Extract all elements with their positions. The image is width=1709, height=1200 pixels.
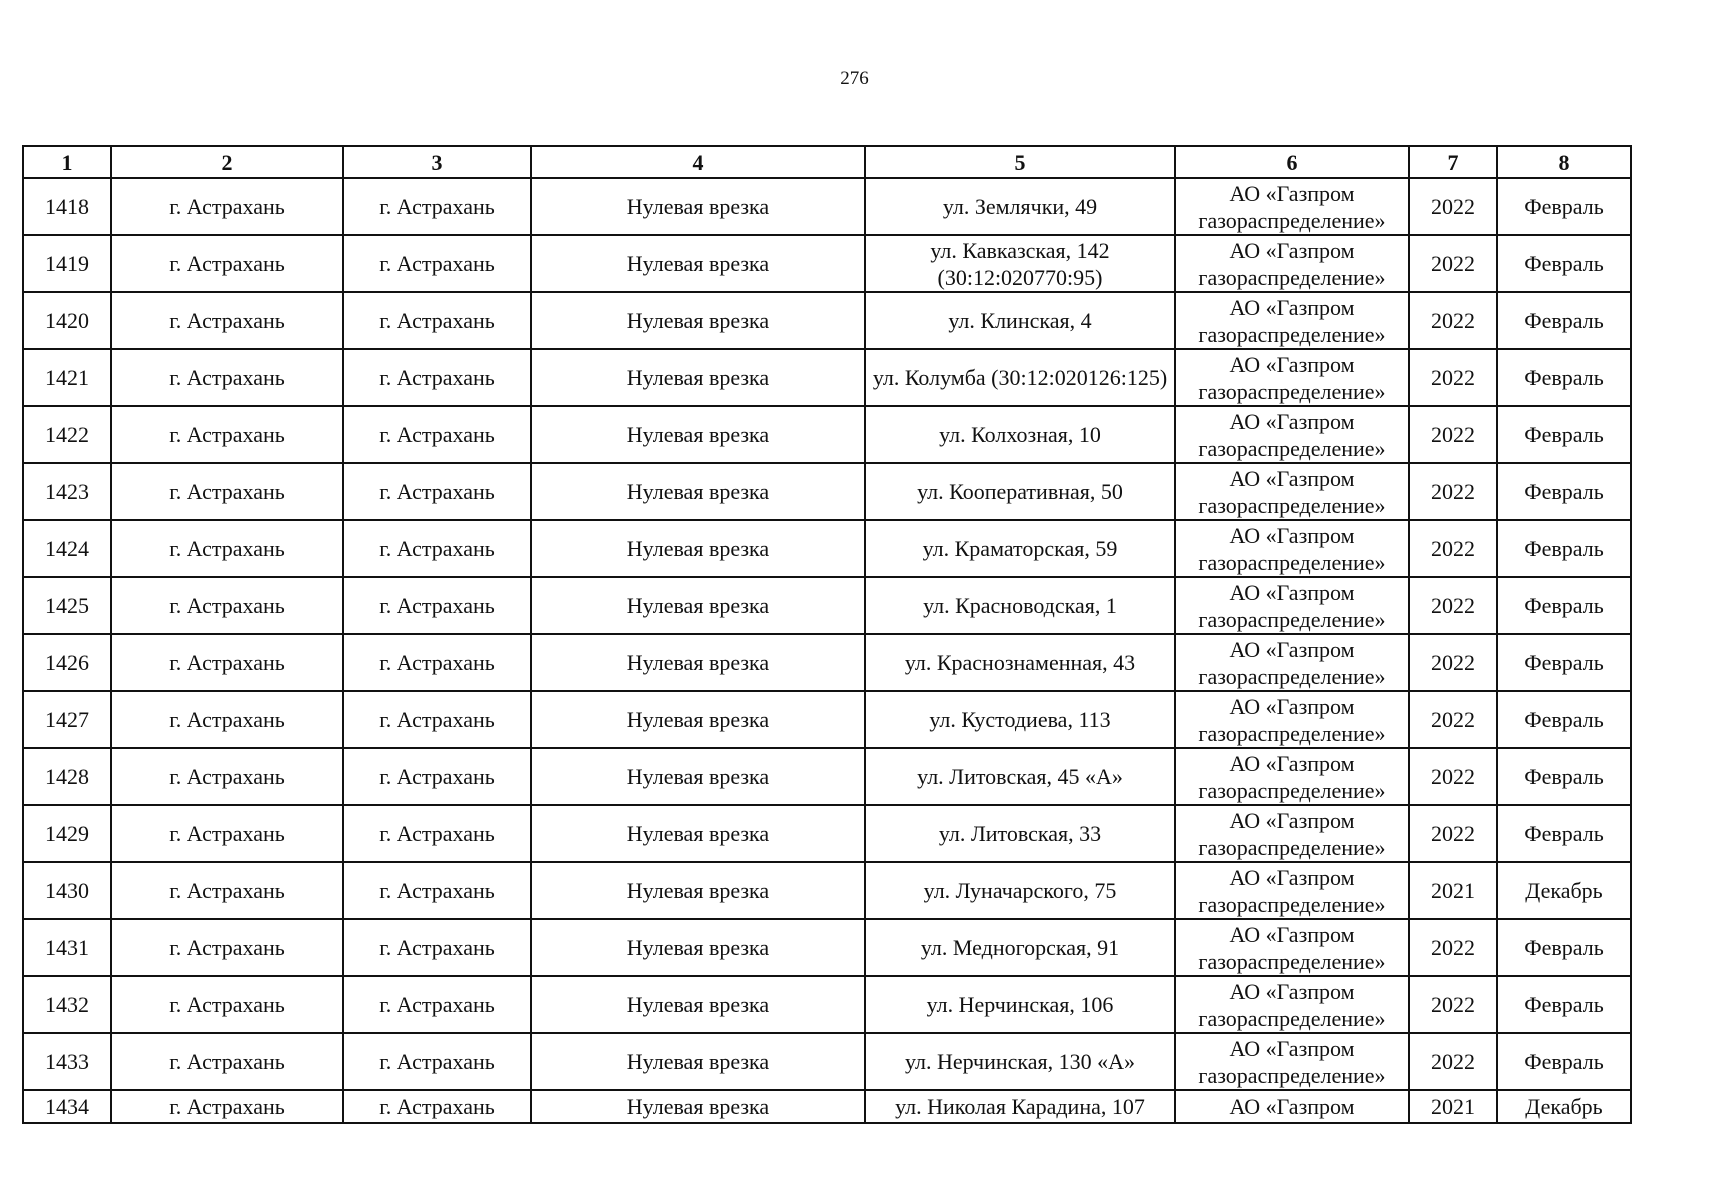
cell-year: 2022 [1409, 691, 1497, 748]
cell-row-number: 1423 [23, 463, 111, 520]
organization-line-1: АО «Газпром [1229, 1094, 1355, 1119]
cell-address: ул. Литовская, 33 [865, 805, 1175, 862]
cell-year: 2022 [1409, 1033, 1497, 1090]
cell-settlement: г. Астрахань [343, 463, 531, 520]
cell-row-number: 1419 [23, 235, 111, 292]
register-table [22, 145, 1632, 1124]
cell-year: 2022 [1409, 292, 1497, 349]
cell-settlement: г. Астрахань [343, 691, 531, 748]
cell-organization [1175, 577, 1409, 634]
table-body [23, 178, 1631, 1123]
cell-month: Февраль [1497, 235, 1631, 292]
cell-month: Февраль [1497, 805, 1631, 862]
cell-organization [1175, 406, 1409, 463]
cell-row-number: 1431 [23, 919, 111, 976]
cell-row-number: 1424 [23, 520, 111, 577]
organization-line-2: газораспределение» [1198, 777, 1386, 803]
table-row [23, 748, 1631, 805]
cell-month: Февраль [1497, 748, 1631, 805]
table-row [23, 805, 1631, 862]
cell-month: Февраль [1497, 1033, 1631, 1090]
cell-work-type: Нулевая врезка [531, 577, 865, 634]
organization-line-2: газораспределение» [1198, 1005, 1386, 1031]
cell-organization [1175, 805, 1409, 862]
organization-line-2: газораспределение» [1198, 834, 1386, 860]
cell-address: ул. Клинская, 4 [865, 292, 1175, 349]
cell-year: 2022 [1409, 406, 1497, 463]
cell-year: 2022 [1409, 919, 1497, 976]
cell-address: ул. Литовская, 45 «А» [865, 748, 1175, 805]
cell-year: 2021 [1409, 862, 1497, 919]
cell-organization [1175, 1090, 1409, 1123]
cell-address: ул. Медногорская, 91 [865, 919, 1175, 976]
organization-line-2: газораспределение» [1198, 435, 1386, 461]
cell-settlement: г. Астрахань [343, 1090, 531, 1123]
cell-municipality: г. Астрахань [111, 1090, 343, 1123]
cell-settlement: г. Астрахань [343, 634, 531, 691]
table-row [23, 1033, 1631, 1090]
cell-municipality: г. Астрахань [111, 520, 343, 577]
table-row [23, 235, 1631, 292]
table-row [23, 406, 1631, 463]
cell-row-number: 1420 [23, 292, 111, 349]
organization-line-2: газораспределение» [1198, 378, 1386, 404]
organization-line-2: газораспределение» [1198, 948, 1386, 974]
cell-settlement: г. Астрахань [343, 292, 531, 349]
cell-municipality: г. Астрахань [111, 976, 343, 1033]
column-header: 7 [1409, 146, 1497, 178]
cell-work-type: Нулевая врезка [531, 520, 865, 577]
cell-municipality: г. Астрахань [111, 748, 343, 805]
cell-municipality: г. Астрахань [111, 1033, 343, 1090]
cell-organization [1175, 976, 1409, 1033]
organization-line-2: газораспределение» [1198, 264, 1386, 290]
cell-row-number: 1428 [23, 748, 111, 805]
cell-municipality: г. Астрахань [111, 463, 343, 520]
cell-year: 2022 [1409, 235, 1497, 292]
cell-year: 2022 [1409, 634, 1497, 691]
cell-work-type: Нулевая врезка [531, 1090, 865, 1123]
cell-settlement: г. Астрахань [343, 1033, 531, 1090]
cell-settlement: г. Астрахань [343, 406, 531, 463]
organization-line-1: АО «Газпром [1229, 921, 1355, 947]
cell-municipality: г. Астрахань [111, 406, 343, 463]
cell-month: Февраль [1497, 634, 1631, 691]
cell-organization [1175, 748, 1409, 805]
cell-municipality: г. Астрахань [111, 577, 343, 634]
cell-settlement: г. Астрахань [343, 577, 531, 634]
cell-municipality: г. Астрахань [111, 634, 343, 691]
cell-row-number: 1429 [23, 805, 111, 862]
cell-row-number: 1432 [23, 976, 111, 1033]
cell-row-number: 1421 [23, 349, 111, 406]
cell-work-type: Нулевая врезка [531, 1033, 865, 1090]
cell-municipality: г. Астрахань [111, 292, 343, 349]
organization-line-2: газораспределение» [1198, 606, 1386, 632]
cell-organization [1175, 349, 1409, 406]
cell-month: Февраль [1497, 520, 1631, 577]
organization-line-1: АО «Газпром [1229, 807, 1355, 833]
cell-address: ул. Кустодиева, 113 [865, 691, 1175, 748]
table-row [23, 919, 1631, 976]
organization-line-1: АО «Газпром [1229, 978, 1355, 1004]
cell-year: 2022 [1409, 577, 1497, 634]
cell-month: Декабрь [1497, 862, 1631, 919]
cell-year: 2022 [1409, 520, 1497, 577]
cell-address: ул. Красноводская, 1 [865, 577, 1175, 634]
cell-month: Февраль [1497, 463, 1631, 520]
cell-year: 2022 [1409, 976, 1497, 1033]
organization-line-2: газораспределение» [1198, 492, 1386, 518]
organization-line-1: АО «Газпром [1229, 465, 1355, 491]
cell-address: ул. Колхозная, 10 [865, 406, 1175, 463]
cell-row-number: 1426 [23, 634, 111, 691]
cell-settlement: г. Астрахань [343, 805, 531, 862]
table-row [23, 520, 1631, 577]
cell-work-type: Нулевая врезка [531, 235, 865, 292]
cell-organization [1175, 691, 1409, 748]
cell-address: ул. Колумба (30:12:020126:125) [865, 349, 1175, 406]
table-row [23, 862, 1631, 919]
cell-address: ул. Краснознаменная, 43 [865, 634, 1175, 691]
cell-year: 2022 [1409, 178, 1497, 235]
cell-address: ул. Кооперативная, 50 [865, 463, 1175, 520]
cell-settlement: г. Астрахань [343, 178, 531, 235]
table-row [23, 349, 1631, 406]
organization-line-1: АО «Газпром [1229, 294, 1355, 320]
organization-line-2: газораспределение» [1198, 663, 1386, 689]
organization-line-1: АО «Газпром [1229, 237, 1355, 263]
organization-line-1: АО «Газпром [1229, 180, 1355, 206]
cell-settlement: г. Астрахань [343, 235, 531, 292]
cell-work-type: Нулевая врезка [531, 805, 865, 862]
cell-settlement: г. Астрахань [343, 862, 531, 919]
cell-address: ул. Землячки, 49 [865, 178, 1175, 235]
cell-organization [1175, 463, 1409, 520]
cell-work-type: Нулевая врезка [531, 406, 865, 463]
table-row [23, 577, 1631, 634]
table-row [23, 292, 1631, 349]
cell-organization [1175, 862, 1409, 919]
cell-municipality: г. Астрахань [111, 235, 343, 292]
organization-line-2: газораспределение» [1198, 207, 1386, 233]
cell-work-type: Нулевая врезка [531, 463, 865, 520]
organization-line-2: газораспределение» [1198, 549, 1386, 575]
cell-month: Февраль [1497, 292, 1631, 349]
cell-month: Декабрь [1497, 1090, 1631, 1123]
cell-municipality: г. Астрахань [111, 178, 343, 235]
table-row [23, 691, 1631, 748]
cell-work-type: Нулевая врезка [531, 862, 865, 919]
cell-work-type: Нулевая врезка [531, 292, 865, 349]
cell-address: ул. Краматорская, 59 [865, 520, 1175, 577]
cell-work-type: Нулевая врезка [531, 976, 865, 1033]
organization-line-1: АО «Газпром [1229, 351, 1355, 377]
organization-line-1: АО «Газпром [1229, 408, 1355, 434]
cell-month: Февраль [1497, 178, 1631, 235]
cell-municipality: г. Астрахань [111, 805, 343, 862]
cell-month: Февраль [1497, 691, 1631, 748]
header-row [23, 146, 1631, 178]
cell-municipality: г. Астрахань [111, 349, 343, 406]
cell-month: Февраль [1497, 577, 1631, 634]
cell-row-number: 1418 [23, 178, 111, 235]
cell-work-type: Нулевая врезка [531, 748, 865, 805]
organization-line-1: АО «Газпром [1229, 693, 1355, 719]
organization-line-2: газораспределение» [1198, 1062, 1386, 1088]
column-header: 5 [865, 146, 1175, 178]
cell-month: Февраль [1497, 976, 1631, 1033]
cell-municipality: г. Астрахань [111, 691, 343, 748]
cell-organization [1175, 1033, 1409, 1090]
cell-work-type: Нулевая врезка [531, 919, 865, 976]
cell-work-type: Нулевая врезка [531, 634, 865, 691]
cell-settlement: г. Астрахань [343, 349, 531, 406]
cell-row-number: 1430 [23, 862, 111, 919]
cell-organization [1175, 178, 1409, 235]
cell-address: ул. Нерчинская, 130 «А» [865, 1033, 1175, 1090]
cell-month: Февраль [1497, 349, 1631, 406]
cell-year: 2022 [1409, 463, 1497, 520]
cell-year: 2022 [1409, 349, 1497, 406]
cell-address: ул. Кавказская, 142 (30:12:020770:95) [865, 235, 1175, 292]
cell-address: ул. Николая Карадина, 107 [865, 1090, 1175, 1123]
cell-organization [1175, 292, 1409, 349]
organization-line-1: АО «Газпром [1229, 1035, 1355, 1061]
page-number: 276 [840, 68, 869, 89]
table-row [23, 976, 1631, 1033]
cell-settlement: г. Астрахань [343, 748, 531, 805]
cell-organization [1175, 634, 1409, 691]
column-header: 1 [23, 146, 111, 178]
organization-line-1: АО «Газпром [1229, 522, 1355, 548]
cell-municipality: г. Астрахань [111, 862, 343, 919]
organization-line-2: газораспределение» [1198, 720, 1386, 746]
organization-line-1: АО «Газпром [1229, 579, 1355, 605]
column-header: 6 [1175, 146, 1409, 178]
organization-line-1: АО «Газпром [1229, 636, 1355, 662]
column-header: 3 [343, 146, 531, 178]
cell-organization [1175, 520, 1409, 577]
table-row [23, 1090, 1631, 1123]
cell-row-number: 1422 [23, 406, 111, 463]
cell-settlement: г. Астрахань [343, 976, 531, 1033]
cell-settlement: г. Астрахань [343, 919, 531, 976]
table-row [23, 178, 1631, 235]
cell-address: ул. Нерчинская, 106 [865, 976, 1175, 1033]
table-row [23, 634, 1631, 691]
organization-line-1: АО «Газпром [1229, 864, 1355, 890]
organization-line-1: АО «Газпром [1229, 750, 1355, 776]
column-header: 8 [1497, 146, 1631, 178]
cell-work-type: Нулевая врезка [531, 178, 865, 235]
column-header: 2 [111, 146, 343, 178]
cell-organization [1175, 235, 1409, 292]
cell-year: 2022 [1409, 748, 1497, 805]
cell-work-type: Нулевая врезка [531, 349, 865, 406]
cell-municipality: г. Астрахань [111, 919, 343, 976]
cell-row-number: 1425 [23, 577, 111, 634]
cell-row-number: 1434 [23, 1090, 111, 1123]
cell-month: Февраль [1497, 919, 1631, 976]
cell-month: Февраль [1497, 406, 1631, 463]
organization-line-2: газораспределение» [1198, 891, 1386, 917]
cell-address: ул. Луначарского, 75 [865, 862, 1175, 919]
cell-year: 2022 [1409, 805, 1497, 862]
table-row [23, 463, 1631, 520]
organization-line-2: газораспределение» [1198, 321, 1386, 347]
cell-work-type: Нулевая врезка [531, 691, 865, 748]
column-header: 4 [531, 146, 865, 178]
cell-organization [1175, 919, 1409, 976]
cell-row-number: 1427 [23, 691, 111, 748]
cell-year: 2021 [1409, 1090, 1497, 1123]
cell-settlement: г. Астрахань [343, 520, 531, 577]
cell-row-number: 1433 [23, 1033, 111, 1090]
